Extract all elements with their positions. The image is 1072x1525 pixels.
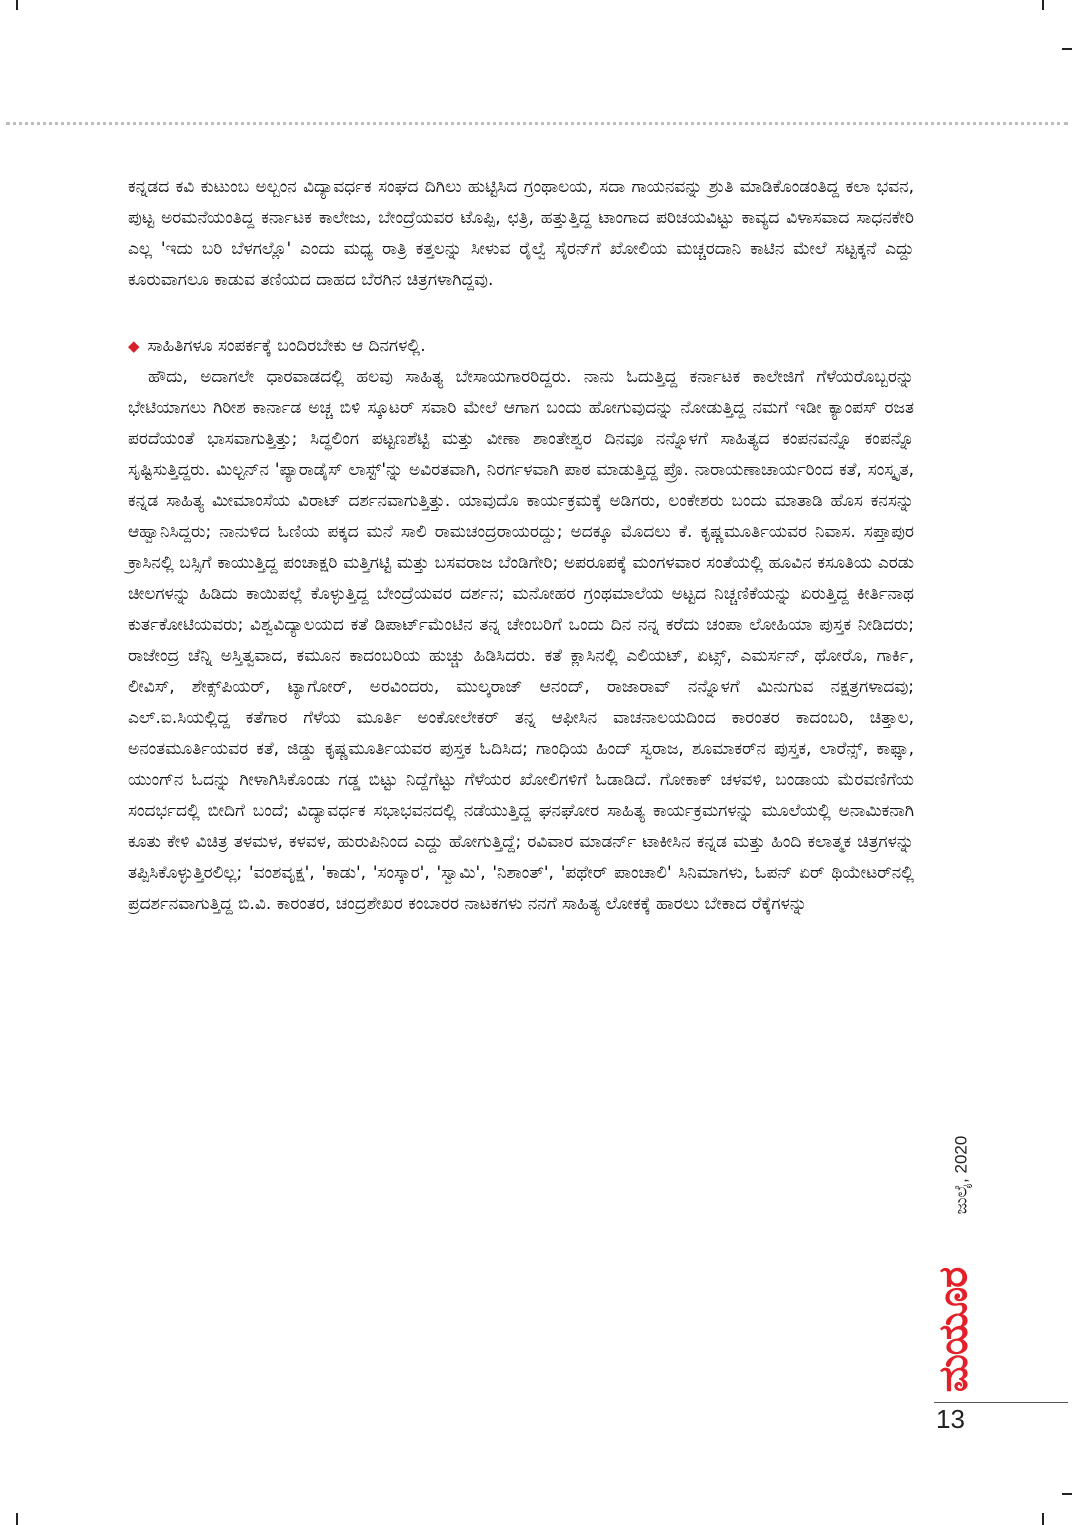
issue-date [946,1110,976,1240]
diamond-bullet-icon: ◆ [128,337,140,355]
interview-question [128,331,914,362]
crop-mark-top-right [1042,0,1044,10]
paragraph-gap [128,296,914,331]
body-paragraph-1: ಕನ್ನಡದ ಕವಿ ಕುಟುಂಬ ಅಲ್ಬಂನ ವಿದ್ಯಾವರ್ಧಕ ಸಂಘದ ದಿಗಿಲು ಹುಟ್ಟಿಸಿದ ಗ್ರಂಥಾಲಯ, ಸದಾ ಗಾಯನವನ್ನು ಶ್ರುತಿ ಮಾಡಿಕೊಂಡಂತಿದ್ದ ಕಲಾ ಭವನ, ಪುಟ್ಟ ಅರಮನೆಯಂತಿದ್ದ ಕರ್ನಾಟಕ ಕಾಲೇಜು, ಬೇಂದ್ರೆಯವರ ಟೊಪ್ಪಿ, ಛತ್ರಿ, ಹತ್ತುತ್ತಿದ್ದ ಟಾಂಗಾದ ಪರಿಚಯವಿಟ್ಟು ಕಾವ್ಯದ ವಿಳಾಸವಾದ ಸಾಧನಕೇರಿ ಎಲ್ಲ 'ಇದು ಬರಿ ಬೆಳಗಲ್ಲೊ' ಎಂದು ಮಧ್ಯ ರಾತ್ರಿ ಕತ್ತಲನ್ನು ಸೀಳುವ ರೈಲ್ವೆ ಸೈರನ್‌ಗೆ ಖೋಲಿಯ ಮಚ್ಚರದಾನಿ ಕಾಟಿನ ಮೇಲೆ ಸಟ್ಟಕ್ಕನೆ ಎದ್ದು ಕೂರುವಾಗಲೂ ಕಾಡುವ ತಣಿಯದ ದಾಹದ ಬೆರಗಿನ ಚಿತ್ರಗಳಾಗಿದ್ದವು. [128,177,914,290]
crop-mark-bottom-right [1042,1513,1044,1525]
magazine-logo [930,1260,976,1400]
magazine-logo-text: ಮಯೂರ [930,1267,976,1393]
crop-mark-bottom-left [16,1513,18,1525]
page-number: 13 [936,1404,965,1434]
crop-mark-right-lower [1062,1493,1072,1495]
article-body [128,172,914,920]
issue-date-text: ಜುಲೈ, 2020 [951,1135,970,1215]
footer-rule [934,1402,1068,1403]
interview-answer: ಹೌದು, ಅದಾಗಲೇ ಧಾರವಾಡದಲ್ಲಿ ಹಲವು ಸಾಹಿತ್ಯ ಬೇಸಾಯಗಾರರಿದ್ದರು. ನಾನು ಓದುತ್ತಿದ್ದ ಕರ್ನಾಟಕ ಕಾಲೇಜಿಗೆ ಗೆಳೆಯರೊಬ್ಬರನ್ನು ಭೇಟಿಯಾಗಲು ಗಿರೀಶ ಕಾರ್ನಾಡ ಅಚ್ಚ ಬಿಳಿ ಸ್ಕೂಟರ್ ಸವಾರಿ ಮೇಲೆ ಆಗಾಗ ಬಂದು ಹೋಗುವುದನ್ನು ನೋಡುತ್ತಿದ್ದ ನಮಗೆ ಇಡೀ ಕ್ಯಾಂಪಸ್ ರಜತ ಪರದೆಯಂತೆ ಭಾಸವಾಗುತ್ತಿತ್ತು; ಸಿದ್ಧಲಿಂಗ ಪಟ್ಟಣಶೆಟ್ಟಿ ಮತ್ತು ವೀಣಾ ಶಾಂತೇಶ್ವರ ದಿನವೂ ನನ್ನೊಳಗೆ ಸಾಹಿತ್ಯದ ಕಂಪನವನ್ನೊ ಕಂಪನ್ನೊ ಸೃಷ್ಟಿಸುತ್ತಿದ್ದರು. ಮಿಲ್ಟನ್‌ನ 'ಪ್ಯಾರಾಡೈಸ್ ಲಾಸ್ಟ್'ನ್ನು ಅವಿರತವಾಗಿ, ನಿರರ್ಗಳವಾಗಿ ಪಾಠ ಮಾಡುತ್ತಿದ್ದ ಪ್ರೊ. ನಾರಾಯಣಾಚಾರ್ಯರಿಂದ ಕತೆ, ಸಂಸ್ಕೃತ, ಕನ್ನಡ ಸಾಹಿತ್ಯ ಮೀಮಾಂಸೆಯ ವಿರಾಟ್ ದರ್ಶನವಾಗುತ್ತಿತ್ತು. ಯಾವುದೊ ಕಾರ್ಯಕ್ರಮಕ್ಕೆ ಅಡಿಗರು, ಲಂಕೇಶರು ಬಂದು ಮಾತಾಡಿ ಹೊಸ ಕನಸನ್ನು ಆಹ್ವಾನಿಸಿದ್ದರು; ನಾನುಳಿದ ಓಣಿಯ ಪಕ್ಕದ ಮನೆ ಸಾಲಿ ರಾಮಚಂದ್ರರಾಯರದ್ದು; ಅದಕ್ಕೂ ಮೊದಲು ಕೆ. ಕೃಷ್ಣಮೂರ್ತಿಯವರ ನಿವಾಸ. ಸಪ್ತಾಪುರ ಕ್ರಾಸಿನಲ್ಲಿ ಬಸ್ಸಿಗೆ ಕಾಯುತ್ತಿದ್ದ ಪಂಚಾಕ್ಷರಿ ಮತ್ತಿಗಟ್ಟಿ ಮತ್ತು ಬಸವರಾಜ ಬೆಂಡಿಗೇರಿ; ಅಪರೂಪಕ್ಕೆ ಮಂಗಳವಾರ ಸಂತೆಯಲ್ಲಿ ಹೂವಿನ ಕಸೂತಿಯ ಎರಡು ಚೀಲಗಳನ್ನು ಹಿಡಿದು ಕಾಯಿಪಲ್ಲೆ ಕೊಳ್ಳುತ್ತಿದ್ದ ಬೇಂದ್ರೆಯವರ ದರ್ಶನ; ಮನೋಹರ ಗ್ರಂಥಮಾಲೆಯ ಅಟ್ಟದ ನಿಚ್ಚಣಿಕೆಯನ್ನು ಏರುತ್ತಿದ್ದ ಕೀರ್ತಿನಾಥ ಕುರ್ತಕೋಟಿಯವರು; ವಿಶ್ವವಿದ್ಯಾಲಯದ ಕತೆ ಡಿಪಾರ್ಟ್‌ಮೆಂಟಿನ ತನ್ನ ಚೇಂಬರಿಗೆ ಒಂದು ದಿನ ನನ್ನ ಕರೆದು ಚಂಪಾ ಲೋಹಿಯಾ ಪುಸ್ತಕ ನೀಡಿದರು; ರಾಜೇಂದ್ರ ಚೆನ್ನಿ ಅಸ್ತಿತ್ವವಾದ, ಕಮೂನ ಕಾದಂಬರಿಯ ಹುಚ್ಚು ಹಿಡಿಸಿದರು. ಕತೆ ಕ್ಲಾಸಿನಲ್ಲಿ ಎಲಿಯಟ್, ಏಟ್ಸ್, ಎಮರ್ಸನ್, ಥೋರೊ, ಗಾರ್ಕಿ, ಲೀವಿಸ್, ಶೇಕ್ಸ್‌ಪಿಯರ್, ಟ್ಯಾಗೋರ್, ಅರವಿಂದರು, ಮುಲ್ಕರಾಜ್ ಆನಂದ್, ರಾಜಾರಾವ್ ನನ್ನೊಳಗೆ ಮಿನುಗುವ ನಕ್ಷತ್ರಗಳಾದವು; ಎಲ್.ಐ.ಸಿಯಲ್ಲಿದ್ದ ಕತೆಗಾರ ಗೆಳೆಯ ಮೂರ್ತಿ ಅಂಕೋಲೇಕರ್ ತನ್ನ ಆಫೀಸಿನ ವಾಚನಾಲಯದಿಂದ ಕಾರಂತರ ಕಾದಂಬರಿ, ಚಿತ್ತಾಲ, ಅನಂತಮೂರ್ತಿಯವರ ಕತೆ, ಜಿಡ್ಡು ಕೃಷ್ಣಮೂರ್ತಿಯವರ ಪುಸ್ತಕ ಓದಿಸಿದ; ಗಾಂಧಿಯ ಹಿಂದ್ ಸ್ವರಾಜ, ಶೂಮಾಕರ್‌ನ ಪುಸ್ತಕ, ಲಾರೆನ್ಸ್, ಕಾಫ್ಕಾ, ಯುಂಗ್‌ನ ಓದನ್ನು ಗೀಳಾಗಿಸಿಕೊಂಡು ಗಡ್ಡ ಬಿಟ್ಟು ನಿದ್ದೆಗೆಟ್ಟು ಗೆಳೆಯರ ಖೋಲಿಗಳಿಗೆ ಓಡಾಡಿದೆ. ಗೋಕಾಕ್ ಚಳವಳಿ, ಬಂಡಾಯ ಮೆರವಣಿಗೆಯ ಸಂದರ್ಭದಲ್ಲಿ ಬೀದಿಗೆ ಬಂದೆ; ವಿದ್ಯಾವರ್ಧಕ ಸಭಾಭವನದಲ್ಲಿ ನಡೆಯುತ್ತಿದ್ದ ಘನಘೋರ ಸಾಹಿತ್ಯ ಕಾರ್ಯಕ್ರಮಗಳನ್ನು ಮೂಲೆಯಲ್ಲಿ ಅನಾಮಿಕನಾಗಿ ಕೂತು ಕೇಳಿ ವಿಚಿತ್ರ ತಳಮಳ, ಕಳವಳ, ಹುರುಪಿನಿಂದ ಎದ್ದು ಹೋಗುತ್ತಿದ್ದೆ; ರವಿವಾರ ಮಾಡರ್ನ್ ಟಾಕೀಸಿನ ಕನ್ನಡ ಮತ್ತು ಹಿಂದಿ ಕಲಾತ್ಮಕ ಚಿತ್ರಗಳನ್ನು ತಪ್ಪಿಸಿಕೊಳ್ಳುತ್ತಿರಲಿಲ್ಲ; 'ವಂಶವೃಕ್ಷ', 'ಕಾಡು', 'ಸಂಸ್ಕಾರ', 'ಸ್ವಾಮಿ', 'ನಿಶಾಂತ್', 'ಪಥೇರ್ ಪಾಂಚಾಲಿ' ಸಿನಿಮಾಗಳು, ಓಪನ್ ಏರ್ ಥಿಯೇಟರ್‌ನಲ್ಲಿ ಪ್ರದರ್ಶನವಾಗುತ್ತಿದ್ದ ಬಿ.ವಿ. ಕಾರಂತರ, ಚಂದ್ರಶೇಖರ ಕಂಬಾರರ ನಾಟಕಗಳು ನನಗೆ ಸಾಹಿತ್ಯ ಲೋಕಕ್ಕೆ ಹಾರಲು ಬೇಕಾದ ರೆಕ್ಕೆಗಳನ್ನು [128,367,914,914]
crop-mark-top-left [16,0,18,10]
page-sidebar [928,1110,988,1410]
header-dotted-rule [6,122,1068,125]
question-text: ಸಾಹಿತಿಗಳೂ ಸಂಪರ್ಕಕ್ಕೆ ಬಂದಿರಬೇಕು ಆ ದಿನಗಳಲ್ಲಿ. [147,336,426,356]
crop-mark-right-upper [1062,48,1072,50]
